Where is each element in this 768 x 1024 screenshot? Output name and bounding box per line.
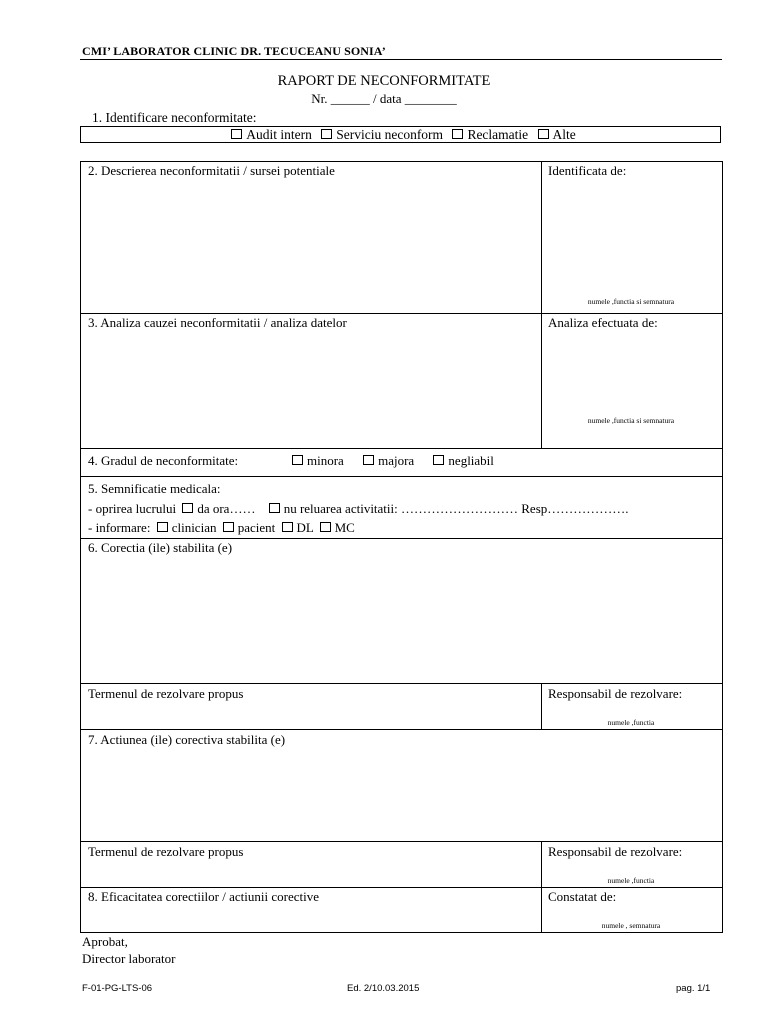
row-divider <box>80 729 723 730</box>
stop-work-label: - oprirea lucrului <box>88 501 177 516</box>
section5-label: 5. Semnificatie medicala: <box>88 481 221 496</box>
option-label: majora <box>378 453 415 468</box>
section7-resp-hint: numele ,functia <box>607 876 655 885</box>
option-label: da ora…… <box>197 501 256 516</box>
section1-options-box <box>80 126 721 143</box>
row-divider <box>80 683 723 684</box>
checkbox-negliabil[interactable] <box>433 455 444 465</box>
section6-resp-label: Responsabil de rezolvare: <box>548 686 683 701</box>
section2-signature-hint: numele ,functia si semnatura <box>587 297 675 306</box>
option-label: Alte <box>552 127 576 142</box>
section4-options <box>290 453 494 469</box>
footer-edition: Ed. 2/10.03.2015 <box>347 983 420 994</box>
section6-term-label: Termenul de rezolvare propus <box>88 686 244 701</box>
section6-correction-field[interactable] <box>90 560 710 678</box>
section6-resp-hint: numele ,functia <box>607 718 655 727</box>
checkbox-pacient[interactable] <box>223 522 234 532</box>
option-label: DL <box>296 520 314 535</box>
section5-line1 <box>88 501 629 517</box>
section7-resp-label: Responsabil de rezolvare: <box>548 844 683 859</box>
checkbox-reclamatie[interactable] <box>452 129 463 139</box>
number-date-line: Nr. ______ / data ________ <box>311 91 457 106</box>
section1-label: 1. Identificare neconformitate: <box>92 110 257 125</box>
section7-term-label: Termenul de rezolvare propus <box>88 844 244 859</box>
option-label: Audit intern <box>246 127 312 142</box>
section5-line2 <box>88 520 355 536</box>
row-divider <box>80 313 723 314</box>
option-label: negliabil <box>448 453 494 468</box>
section4-label: 4. Gradul de neconformitate: <box>88 453 239 468</box>
header-divider <box>80 59 722 60</box>
approval-role: Director laborator <box>82 951 176 966</box>
checkbox-mc[interactable] <box>320 522 331 532</box>
section3-signature-hint: numele ,functia si semnatura <box>587 416 675 425</box>
checkbox-clinician[interactable] <box>157 522 168 532</box>
section8-side-label: Constatat de: <box>548 889 617 904</box>
section6-label: 6. Corectia (ile) stabilita (e) <box>88 540 233 555</box>
section2-side-label: Identificata de: <box>548 163 627 178</box>
document-title: RAPORT DE NECONFORMITATE <box>277 73 491 89</box>
row-divider <box>80 448 723 449</box>
section3-side-label: Analiza efectuata de: <box>548 315 658 330</box>
column-divider <box>541 841 542 933</box>
section7-action-field[interactable] <box>90 752 710 836</box>
checkbox-nu[interactable] <box>269 503 280 513</box>
footer-page: pag. 1/1 <box>676 983 711 994</box>
inform-label: - informare: <box>88 520 151 535</box>
option-label: pacient <box>237 520 276 535</box>
checkbox-audit-intern[interactable] <box>231 129 242 139</box>
clinic-header: CMI’ LABORATOR CLINIC DR. TECUCEANU SONIA’ <box>82 44 386 58</box>
row-divider <box>80 887 723 888</box>
checkbox-serviciu-neconform[interactable] <box>321 129 332 139</box>
checkbox-da[interactable] <box>182 503 193 513</box>
checkbox-alte[interactable] <box>538 129 549 139</box>
option-label: Serviciu neconform <box>336 127 444 142</box>
option-label: MC <box>334 520 355 535</box>
option-label: Reclamatie <box>467 127 529 142</box>
option-label: nu reluarea activitatii: ……………………… Resp………………. <box>283 501 629 516</box>
checkbox-dl[interactable] <box>282 522 293 532</box>
section7-label: 7. Actiunea (ile) corectiva stabilita (e) <box>88 732 286 747</box>
row-divider <box>80 538 723 539</box>
checkbox-majora[interactable] <box>363 455 374 465</box>
row-divider <box>80 476 723 477</box>
option-label: clinician <box>171 520 217 535</box>
section8-signature-hint: numele , semnatura <box>601 921 661 930</box>
section3-label: 3. Analiza cauzei neconformitatii / analiza datelor <box>88 315 347 330</box>
section3-analysis-field[interactable] <box>90 336 530 441</box>
section2-description-field[interactable] <box>90 184 530 306</box>
approval-label: Aprobat, <box>82 934 128 949</box>
section8-label: 8. Eficacitatea corectiilor / actiunii corective <box>88 889 319 904</box>
footer-doc-code: F-01-PG-LTS-06 <box>82 983 153 994</box>
option-label: minora <box>307 453 344 468</box>
section2-label: 2. Descrierea neconformitatii / sursei potentiale <box>88 163 335 178</box>
row-divider <box>80 841 723 842</box>
checkbox-minora[interactable] <box>292 455 303 465</box>
